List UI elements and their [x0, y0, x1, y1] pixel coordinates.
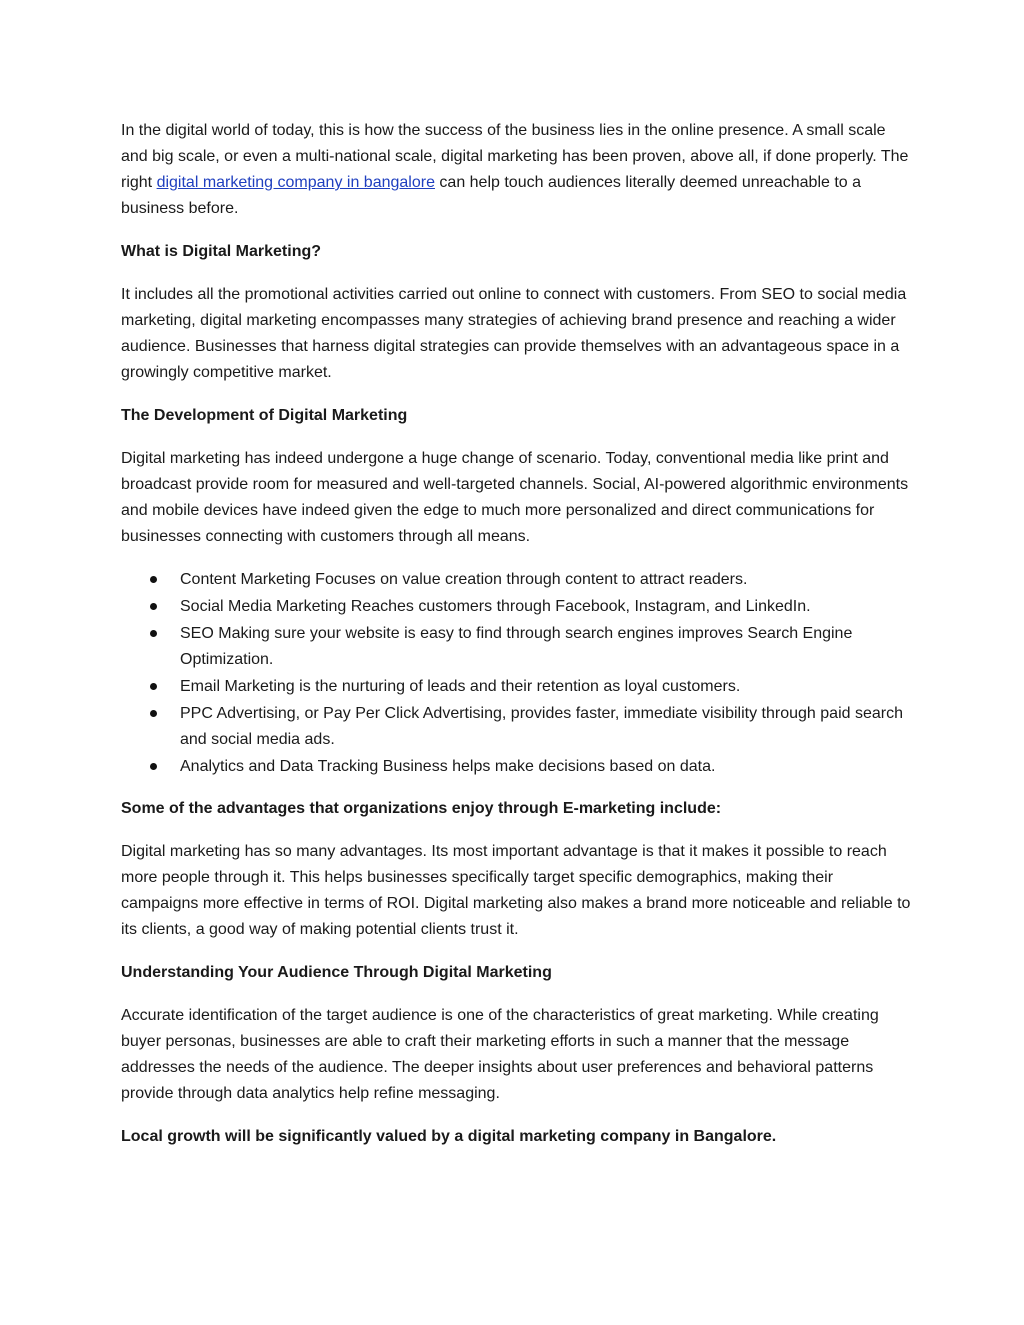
intro-text-after-link: can help touch audiences literally deemed unreachable to a business before.	[121, 174, 862, 217]
list-item-text: Email Marketing is the nurturing of leads and their retention as loyal customers.	[180, 678, 741, 695]
intro-text-before-link: In the digital world of today, this is how the success of the business lies in the online presence. A small scale and big scale, or even a multi-national scale, digital marketing has been proven, above all, if done properly. The right	[121, 122, 909, 191]
list-item-text: PPC Advertising, or Pay Per Click Advertising, provides faster, immediate visibility through paid search and social media ads.	[180, 705, 903, 748]
closing-statement: Local growth will be significantly valued by a digital marketing company in Bangalore.	[121, 1128, 777, 1145]
digital-marketing-company-link[interactable]: digital marketing company in bangalore	[156, 174, 435, 191]
list-item-text: SEO Making sure your website is easy to find through search engines improves Search Engine Optimization.	[180, 625, 853, 668]
list-item	[121, 754, 911, 780]
list-item-text: Social Media Marketing Reaches customers through Facebook, Instagram, and LinkedIn.	[180, 598, 811, 615]
list-item	[121, 567, 911, 593]
document-page	[121, 118, 911, 1167]
bullet-icon	[150, 710, 157, 717]
list-item	[121, 701, 911, 753]
bullet-icon	[150, 630, 157, 637]
bullet-icon	[150, 603, 157, 610]
section-body-development: Digital marketing has indeed undergone a huge change of scenario. Today, conventional media like print and broadcast provide room for measured and well-targeted channels. Social, AI-powered algorithmic environments and mobile devices have indeed given the edge to much more personalized and direct communications for businesses connecting with customers through all means.	[121, 450, 909, 545]
intro-paragraph	[121, 118, 911, 222]
bullet-icon	[150, 763, 157, 770]
list-item-text: Analytics and Data Tracking Business helps make decisions based on data.	[180, 758, 716, 775]
section-body-what-is: It includes all the promotional activities carried out online to connect with customers. From SEO to social media marketing, digital marketing encompasses many strategies of achieving brand presence and reaching a wider audience. Businesses that harness digital strategies can provide themselves with an advantageous space in a growingly competitive market.	[121, 286, 907, 381]
section-heading-development: The Development of Digital Marketing	[121, 407, 408, 424]
bullet-icon	[150, 683, 157, 690]
list-item	[121, 674, 911, 700]
list-item-text: Content Marketing Focuses on value creation through content to attract readers.	[180, 571, 748, 588]
strategy-bullet-list	[121, 567, 911, 780]
list-item	[121, 621, 911, 673]
section-body-advantages: Digital marketing has so many advantages. Its most important advantage is that it makes it possible to reach more people through it. This helps businesses specifically target specific demographics, making their campaigns more effective in terms of ROI. Digital marketing also makes a brand more noticeable and reliable to its clients, a good way of making potential clients trust it.	[121, 843, 911, 938]
section-heading-what-is: What is Digital Marketing?	[121, 243, 322, 260]
bullet-icon	[150, 576, 157, 583]
list-item	[121, 594, 911, 620]
section-heading-audience: Understanding Your Audience Through Digital Marketing	[121, 964, 552, 981]
section-body-audience: Accurate identification of the target audience is one of the characteristics of great marketing. While creating buyer personas, businesses are able to craft their marketing efforts in such a manner that the message addresses the needs of the audience. The deeper insights about user preferences and behavioral patterns provide through data analytics help refine messaging.	[121, 1007, 879, 1102]
section-heading-advantages: Some of the advantages that organizations enjoy through E-marketing include:	[121, 800, 722, 817]
